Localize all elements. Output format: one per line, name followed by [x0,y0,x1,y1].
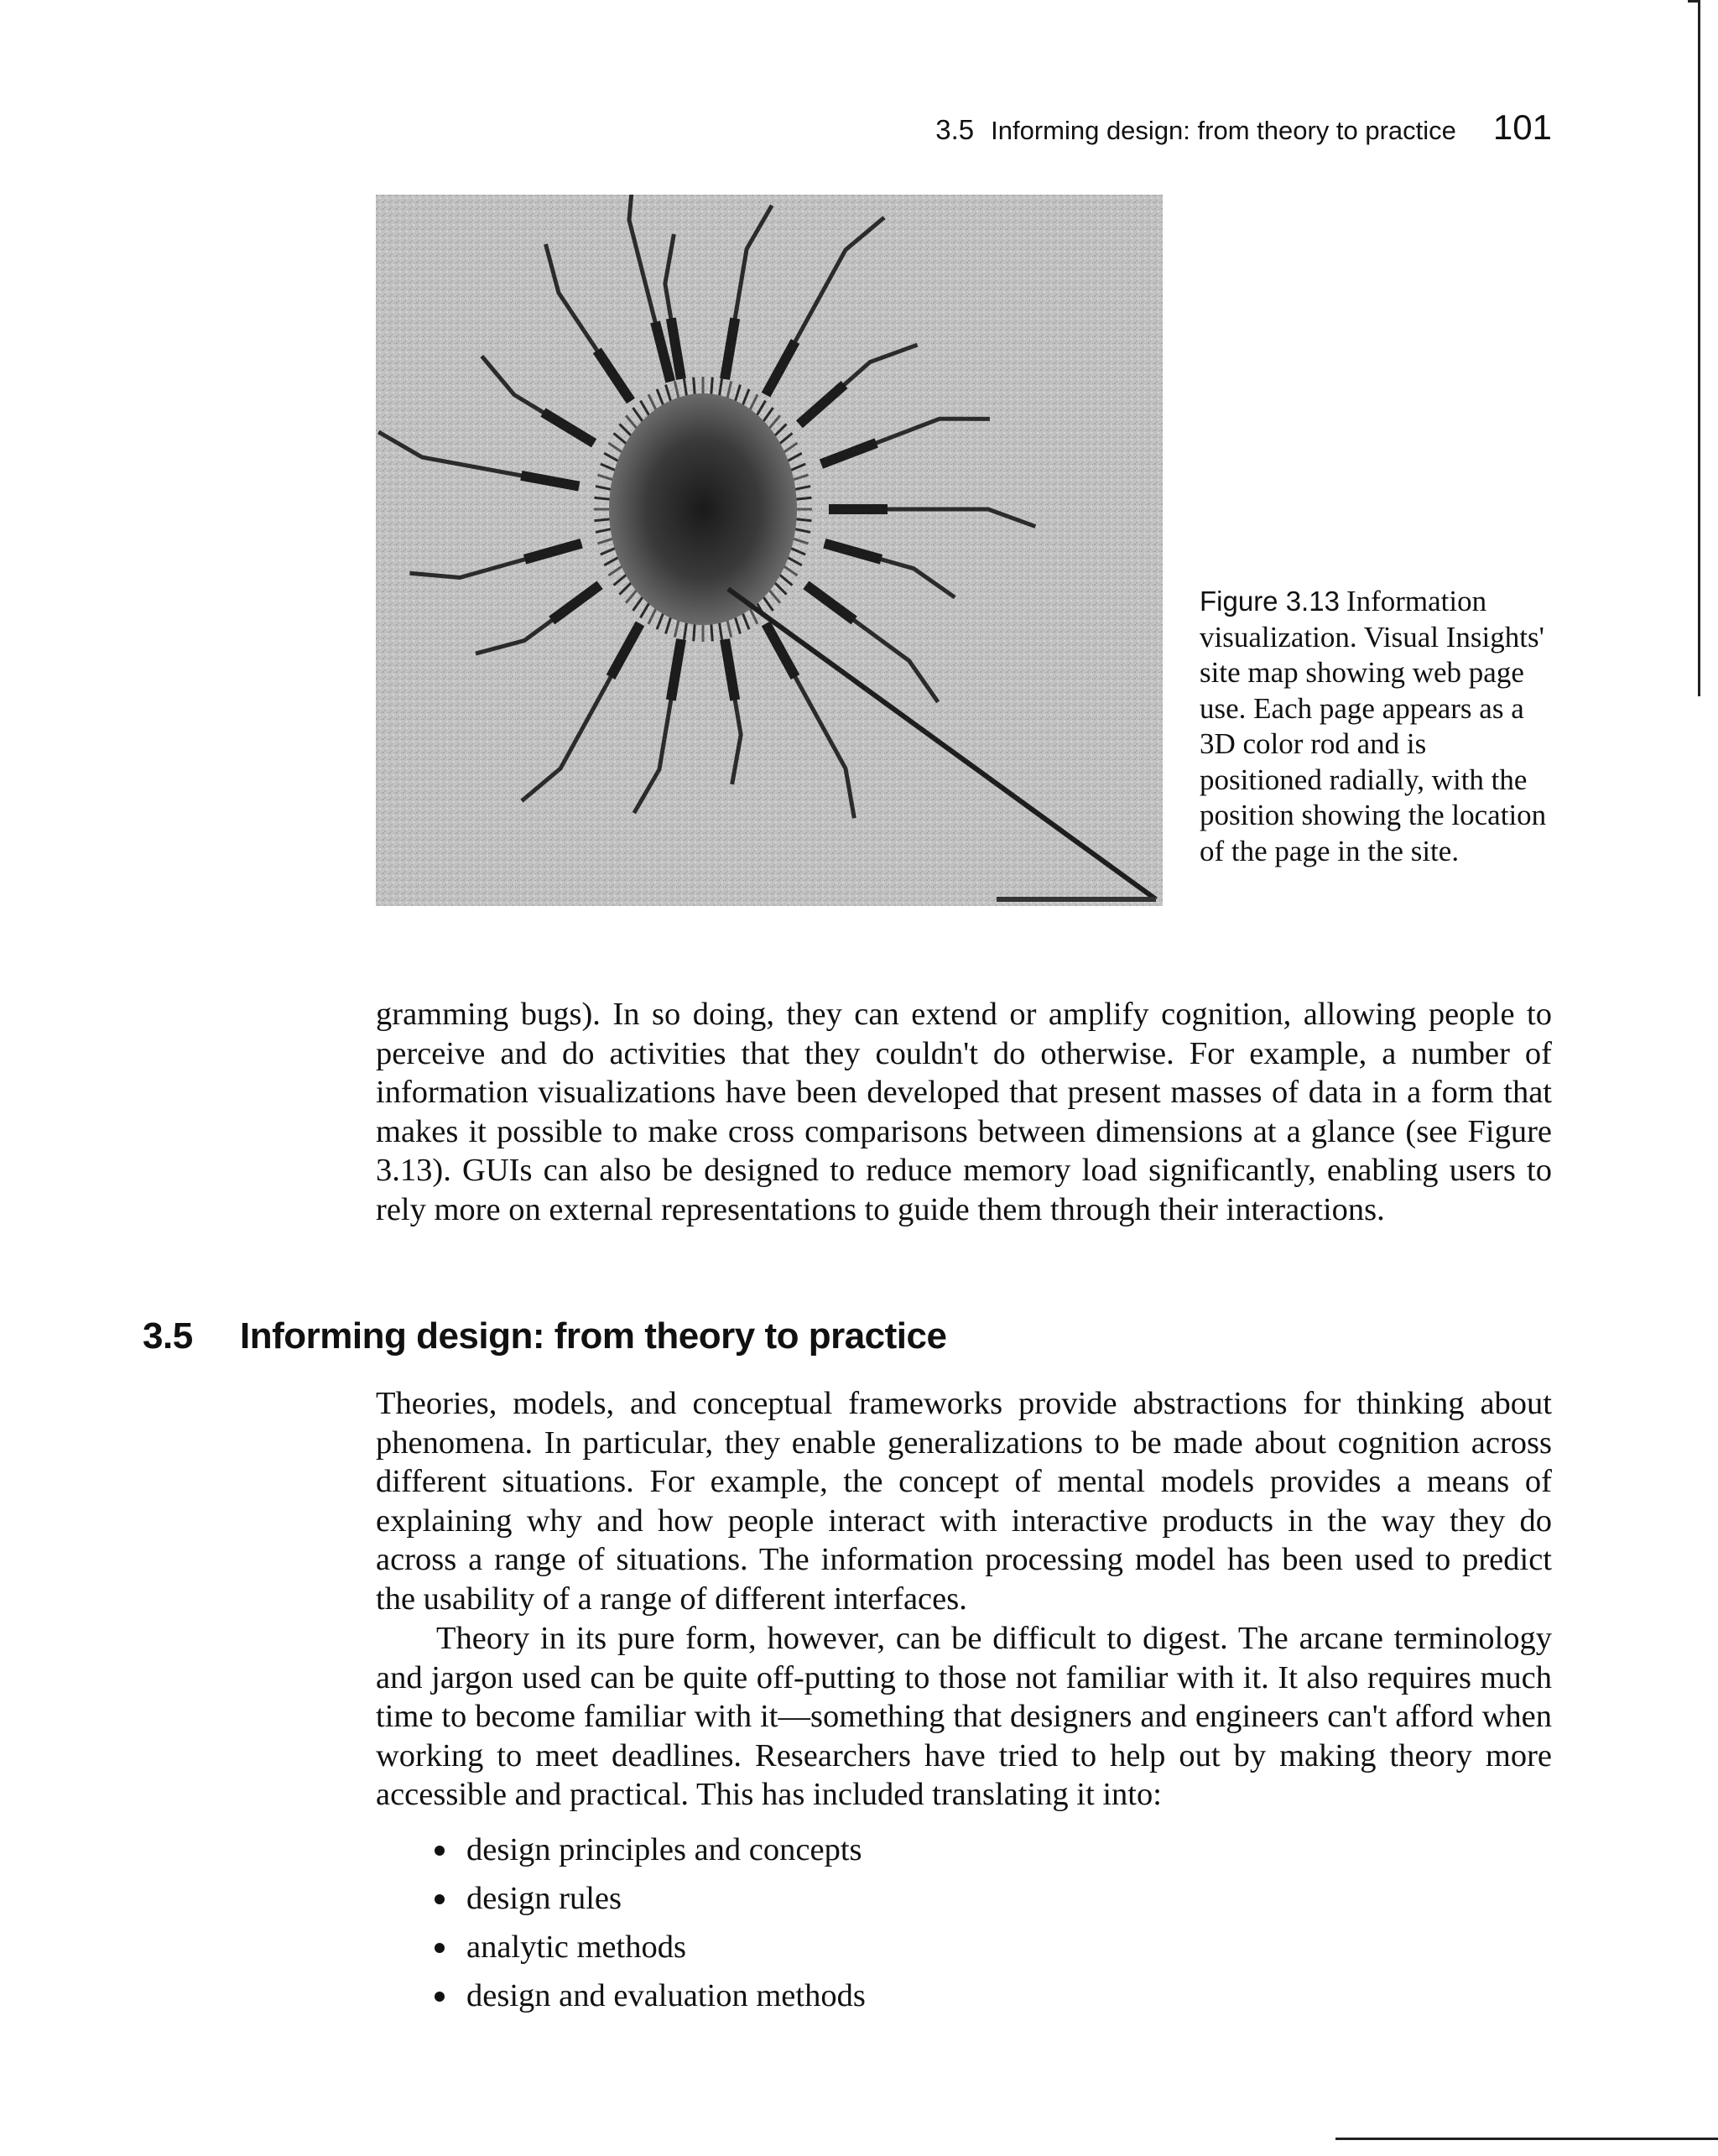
paragraph-theories: Theories, models, and conceptual frameworks provide abstractions for thinking about phenomena. In particular, they enable generalizations to be made about cognition across different situations. For example, the concept of mental models provides a means of explaining why and how people interact with interactive products in the way they do across a range of situations. The information processing model has been used to predict the usability of a range of different interfaces. [376,1386,1552,1617]
figure-caption-text: Information visualization. Visual Insights' site map showing web page use. Each page appears as a 3D color rod and is positioned radially, with the position showing the location of the page in the site. [1200,585,1547,867]
bullet-list [430,1825,1520,2020]
paragraph-theory-pure-form: Theory in its pure form, however, can be difficult to digest. The arcane terminology and jargon used can be quite off-putting to those not familiar with it. It also requires much time to become familiar with it—something that designers and engineers can't afford when working to meet deadlines. Researchers have tried to help out by making theory more accessible and practical. This has included translating it into: [376,1621,1552,1812]
list-item-text: design rules [466,1881,622,1916]
paragraph-continued: gramming bugs). In so doing, they can extend or amplify cognition, allowing people to perceive and do activities that they couldn't do otherwise. For example, a number of information visualizations have been developed that present masses of data in a form that makes it possible to make cross comparisons between dimensions at a glance (see Figure 3.13). GUIs can also be designed to reduce memory load significantly, enabling users to rely more on external representations to guide them through their interactions. [376,997,1552,1227]
bottom-rule [1335,2138,1718,2140]
list-item-text: analytic methods [466,1929,686,1965]
page-number: 101 [1492,107,1552,147]
list-item-text: design principles and concepts [466,1832,862,1867]
page-edge-rule [1698,0,1700,696]
section-heading [143,1315,1569,1374]
list-item-text: design and evaluation methods [466,1978,866,2013]
running-head [872,107,1552,158]
hub-cluster [609,393,797,625]
bullet-icon [435,1894,445,1904]
list-item [430,1971,1520,2020]
figure-caption [1200,584,1552,869]
page-edge-tick [1688,0,1700,3]
list-item [430,1923,1520,1971]
figure-label: Figure 3.13 [1200,586,1340,617]
bullet-icon [435,1846,445,1856]
list-item [430,1874,1520,1923]
section-number: 3.5 [143,1315,193,1357]
running-head-title: Informing design: from theory to practice [991,116,1456,145]
section-title: Informing design: from theory to practice [240,1315,947,1357]
list-item [430,1825,1520,1874]
bullet-icon [435,1992,445,2002]
bullet-icon [435,1943,445,1953]
radial-site-map-graphic [376,195,1163,906]
running-head-section: 3.5 [935,114,975,145]
figure-site-map-visualization [376,195,1163,906]
